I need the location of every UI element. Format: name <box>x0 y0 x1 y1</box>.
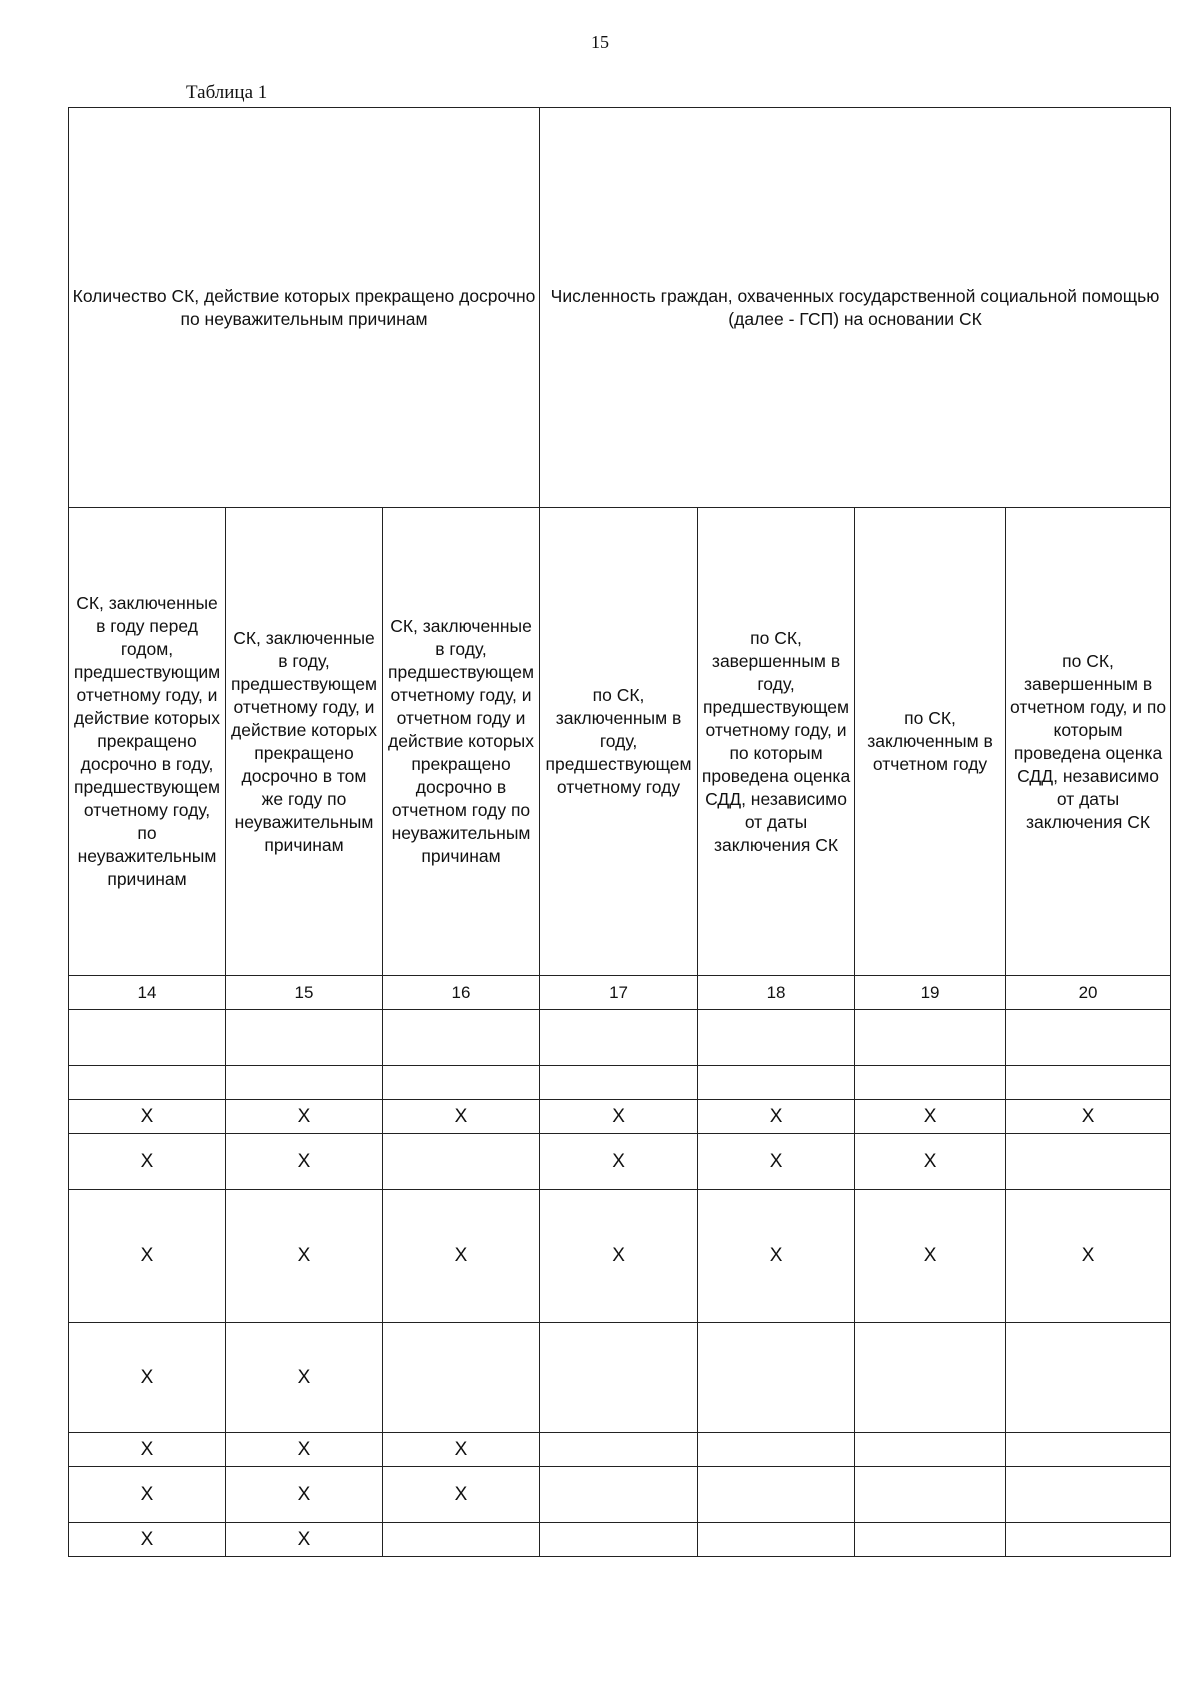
table-cell <box>855 1523 1006 1557</box>
table-row <box>69 1323 1171 1433</box>
table-cell: X <box>1006 1100 1171 1134</box>
table-cell <box>1006 1134 1171 1190</box>
table-cell: X <box>383 1190 540 1323</box>
table-cell <box>383 1066 540 1100</box>
column-number-row <box>69 976 1171 1010</box>
group-header-citizens-covered: Численность граждан, охваченных государственной социальной помощью (далее - ГСП) на основании СК <box>540 108 1171 508</box>
table-cell: X <box>226 1433 383 1467</box>
table-cell <box>226 1066 383 1100</box>
table-row <box>69 1100 1171 1134</box>
table-row <box>69 1467 1171 1523</box>
table-cell <box>383 1523 540 1557</box>
group-header-terminated-contracts: Количество СК, действие которых прекращено досрочно по неуважительным причинам <box>69 108 540 508</box>
table-cell <box>540 1323 698 1433</box>
table-cell <box>698 1066 855 1100</box>
table-cell: X <box>383 1467 540 1523</box>
sub-header-col-17: по СК, заключенным в году, предшествующем отчетному году <box>540 508 698 976</box>
table-cell: X <box>540 1100 698 1134</box>
table-cell <box>383 1323 540 1433</box>
table-row <box>69 1523 1171 1557</box>
table-cell <box>540 1467 698 1523</box>
table-cell <box>698 1523 855 1557</box>
table-row <box>69 1066 1171 1100</box>
table-cell: X <box>69 1323 226 1433</box>
sub-header-row <box>69 508 1171 976</box>
table-cell <box>383 1010 540 1066</box>
table-cell: X <box>226 1523 383 1557</box>
table-cell <box>540 1433 698 1467</box>
table-cell: X <box>69 1134 226 1190</box>
column-number: 14 <box>69 976 226 1010</box>
table-cell <box>540 1010 698 1066</box>
column-number: 20 <box>1006 976 1171 1010</box>
table-cell: X <box>226 1134 383 1190</box>
table-cell <box>1006 1323 1171 1433</box>
table-cell <box>383 1134 540 1190</box>
table-cell: X <box>69 1100 226 1134</box>
table-cell: X <box>383 1100 540 1134</box>
table-cell <box>855 1066 1006 1100</box>
table-cell <box>540 1523 698 1557</box>
table-cell <box>226 1010 383 1066</box>
column-number: 16 <box>383 976 540 1010</box>
table-row <box>69 1010 1171 1066</box>
sub-header-col-19: по СК, заключенным в отчетном году <box>855 508 1006 976</box>
column-number: 18 <box>698 976 855 1010</box>
table-cell: X <box>855 1100 1006 1134</box>
table-cell: X <box>69 1523 226 1557</box>
sub-header-col-14: СК, заключенные в году перед годом, предшествующим отчетному году, и действие которых прекращено досрочно в году, предшествующем отчетному году, по неуважительным причинам <box>69 508 226 976</box>
table-cell: X <box>69 1467 226 1523</box>
sub-header-col-15: СК, заключенные в году, предшествующем отчетному году, и действие которых прекращено досрочно в том же году по неуважительным причинам <box>226 508 383 976</box>
table-cell: X <box>226 1323 383 1433</box>
table-cell <box>698 1433 855 1467</box>
table-cell: X <box>1006 1190 1171 1323</box>
table-cell: X <box>698 1100 855 1134</box>
table-cell: X <box>226 1190 383 1323</box>
table-cell <box>855 1323 1006 1433</box>
table-cell: X <box>383 1433 540 1467</box>
sub-header-col-16: СК, заключенные в году, предшествующем отчетному году, и отчетном году и действие которых прекращено досрочно в отчетном году по неуважительным причинам <box>383 508 540 976</box>
table-cell <box>1006 1523 1171 1557</box>
table-cell <box>540 1066 698 1100</box>
table-cell: X <box>226 1467 383 1523</box>
column-number: 15 <box>226 976 383 1010</box>
table-row <box>69 1134 1171 1190</box>
table-cell: X <box>855 1190 1006 1323</box>
table-cell <box>1006 1010 1171 1066</box>
table-caption: Таблица 1 <box>186 82 268 103</box>
table-cell: X <box>540 1190 698 1323</box>
table-cell: X <box>698 1134 855 1190</box>
table-cell <box>698 1467 855 1523</box>
table-cell <box>1006 1433 1171 1467</box>
table-cell: X <box>226 1100 383 1134</box>
table-cell <box>698 1323 855 1433</box>
table-row <box>69 1190 1171 1323</box>
table-cell: X <box>69 1190 226 1323</box>
table-cell <box>69 1010 226 1066</box>
report-table <box>68 107 1171 1557</box>
table-cell: X <box>540 1134 698 1190</box>
page-number: 15 <box>591 32 609 52</box>
table-cell <box>855 1010 1006 1066</box>
table-row <box>69 1433 1171 1467</box>
table-cell <box>698 1010 855 1066</box>
table-cell: X <box>69 1433 226 1467</box>
sub-header-col-18: по СК, завершенным в году, предшествующем отчетному году, и по которым проведена оценка СДД, независимо от даты заключения СК <box>698 508 855 976</box>
table-cell: X <box>855 1134 1006 1190</box>
table-cell: X <box>698 1190 855 1323</box>
table-cell <box>69 1066 226 1100</box>
table-cell <box>855 1433 1006 1467</box>
sub-header-col-20: по СК, завершенным в отчетном году, и по которым проведена оценка СДД, независимо от даты заключения СК <box>1006 508 1171 976</box>
table-cell <box>1006 1066 1171 1100</box>
table-cell <box>1006 1467 1171 1523</box>
table-cell <box>855 1467 1006 1523</box>
column-number: 19 <box>855 976 1006 1010</box>
group-header-row <box>69 108 1171 508</box>
column-number: 17 <box>540 976 698 1010</box>
